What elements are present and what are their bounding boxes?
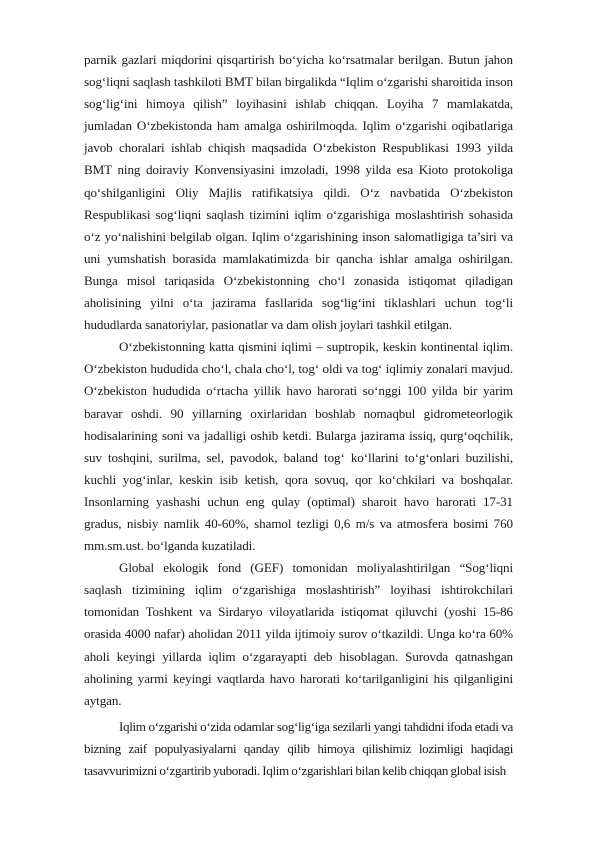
paragraph-climate-zones: O‘zbekistonning katta qismini iqlimi – suptropik, keskin kontinental iqlim. O‘zbekiston hududida cho‘l, chala cho‘l, tog‘ oldi va tog‘ iqlimiy zonalari mavjud. O‘zbekiston hududida o‘rtacha yillik havo harorati so‘nggi 100 yilda bir yarim baravar oshdi. 90 yillarning oxirlaridan boshlab nomaqbul gidrometeorlogik hodisalarining soni va jadalligi oshib ketdi. Bularga jazirama issiq, qurg‘oqchilik, suv toshqini, surilma, sel, pavodok, baland tog‘ ko‘llarini to‘g‘onlari buzilishi, kuchli yog‘inlar, keskin isib ketish, qora sovuq, qor ko‘chkilari va boshqalar. Insonlarning yashashi uchun eng qulay (optimal) sharoit havo harorati 17-31 gradus, nisbiy namlik 40-60%, shamol tezligi 0,6 m/s va atmosfera bosimi 760 mm.sm.ust. bo‘lganda kuzatiladi. [84, 339, 513, 554]
paragraph-climate-threat: Iqlim o‘zgarishi o‘zida odamlar sog‘lig‘iga sezilarli yangi tahdidni ifoda etadi va bizning zaif populyasiyalarni qanday qilib himoya qilishimiz lozimligi haqidagi tasavvurimizni o‘zgartirib yuboradi. Iqlim o‘zgarishlari bilan kelib chiqqan global isish [84, 718, 513, 778]
document-body [84, 49, 513, 782]
paragraph-gef-survey: Global ekologik fond (GEF) tomonidan moliyalashtirilgan “Sog‘liqni saqlash tizimining iqlim o‘zgarishiga moslashtirish” loyihasi ishtirokchilari tomonidan Toshkent va Sirdaryo viloyatlarida istiqomat qiluvchi (yoshi 15-86 orasida 4000 nafar) aholidan 2011 yilda ijtimoiy surov o‘tkazildi. Unga ko‘ra 60% aholi keyingi yillarda iqlim o‘zgarayapti deb hisoblagan. Surovda qatnashgan aholining yarmi keyingi vaqtlarda havo harorati ko‘tarilganligini his qilganligini aytgan. [84, 560, 513, 708]
paragraph-health-project: parnik gazlari miqdorini qisqartirish bo‘yicha ko‘rsatmalar berilgan. Butun jahon sog‘liqni saqlash tashkiloti BMT bilan birgalikda “Iqlim o‘zgarishi sharoitida inson sog‘lig‘ini himoya qilish” loyihasini ishlab chiqqan. Loyiha 7 mamlakatda, jumladan O‘zbekistonda ham amalga oshirilmoqda. Iqlim o‘zgarishi oqibatlariga javob choralari ishlab chiqish maqsadida O‘zbekiston Respublikasi 1993 yilda BMT ning doiraviy Konvensiyasini imzoladi, 1998 yilda esa Kioto protokoliga qo‘shilganligini Oliy Majlis ratifikatsiya qildi. O‘z navbatida O‘zbekiston Respublikasi sog‘liqni saqlash tizimini iqlim o‘zgarishiga moslashtirish sohasida o‘z yo‘nalishini belgilab olgan. Iqlim o‘zgarishining inson salomatligiga ta’siri va uni yumshatish borasida mamlakatimizda bir qancha ishlar amalga oshirilgan. Bunga misol tariqasida O‘zbekistonning cho‘l zonasida istiqomat qiladigan aholisining yilni o‘ta jazirama fasllarida sog‘lig‘ini tiklashlari uchun tog‘li hududlarda sanatoriylar, pasionatlar va dam olish joylari tashkil etilgan. [84, 52, 513, 333]
